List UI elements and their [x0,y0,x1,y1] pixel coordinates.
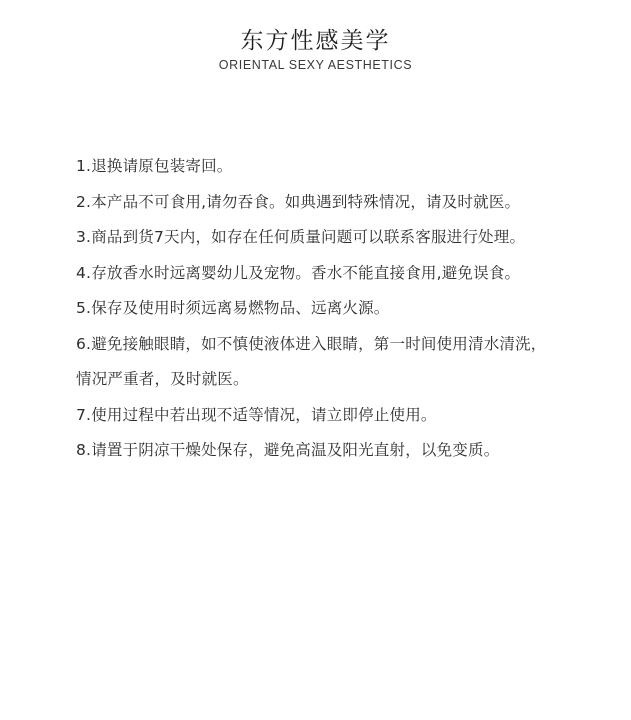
page-title: 东方性感美学 [240,28,391,54]
notice-item-6: 6.避免接触眼睛，如不慎使液体进入眼睛，第一时间使用清水清洗，情况严重者，及时就医。 [76,334,547,388]
notice-item-1: 1.退换请原包装寄回。 [76,157,233,175]
notice-item-3: 3.商品到货7天内，如存在任何质量问题可以联系客服进行处理。 [76,228,526,246]
page-subtitle: ORIENTAL SEXY AESTHETICS [218,58,413,72]
notice-item-7: 7.使用过程中若出现不适等情况，请立即停止使用。 [76,405,437,424]
notice-item-4: 4.存放香水时远离婴幼儿及宠物。香水不能直接食用,避免误食。 [76,263,521,282]
notice-item-8: 8.请置于阴凉干燥处保存，避免高温及阳光直射，以免变质。 [76,441,500,459]
notice-item-5: 5.保存及使用时须远离易燃物品、远离火源。 [76,299,390,317]
notice-list [76,149,556,469]
page-header [0,26,631,72]
notice-item-2: 2.本产品不可食用,请勿吞食。如典遇到特殊情况，请及时就医。 [76,192,521,211]
